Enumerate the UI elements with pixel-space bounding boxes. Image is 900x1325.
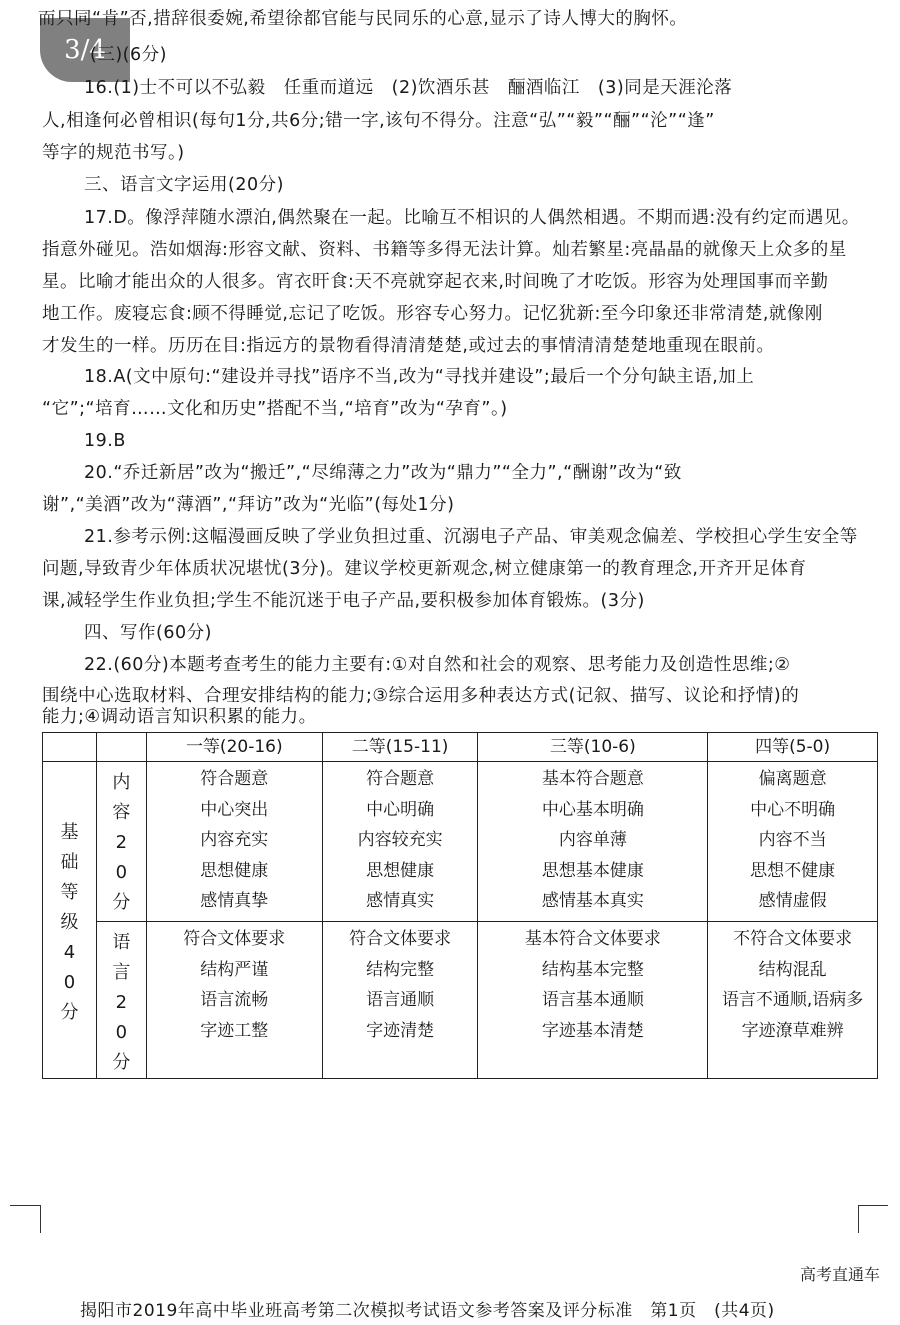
- cell-text: 基本符合题意 中心基本明确 内容单薄 思想基本健康 感情基本真实: [541, 769, 644, 911]
- section-heading: 三、语言文字运用(20分): [84, 175, 284, 195]
- cell-text: 偏离题意 中心不明确 内容不当 思想不健康 感情虚假: [750, 769, 836, 911]
- text-line: 22.(60分)本题考查考生的能力主要有:①对自然和社会的观察、思考能力及创造性思维;②: [84, 655, 791, 675]
- text-line: 21.参考示例:这幅漫画反映了学业负担过重、沉溺电子产品、审美观念偏差、学校担心学生安全等: [84, 527, 858, 547]
- crop-mark: [858, 1205, 888, 1206]
- group-label: 基础等级40分: [60, 822, 79, 1023]
- table-header-cell: [96, 733, 146, 762]
- text-line: 谢”,“美酒”改为“薄酒”,“拜访”改为“光临”(每处1分): [42, 495, 455, 515]
- table-header-cell: 二等(15-11): [322, 733, 478, 762]
- cell-text: 符合题意 中心突出 内容充实 思想健康 感情真挚: [200, 769, 269, 911]
- crop-mark: [40, 1205, 41, 1233]
- text-line: 星。比喻才能出众的人很多。宵衣旰食:天不亮就穿起衣来,时间晚了才吃饭。形容为处理国事而辛勤: [42, 272, 829, 292]
- text-line: 18.A(文中原句:“建设并寻找”语序不当,改为“寻找并建设”;最后一个分句缺主语,加上: [84, 367, 755, 387]
- page-footer: 揭阳市2019年高中毕业班高考第二次模拟考试语文参考答案及评分标准 第1页 (共4页): [80, 1301, 775, 1321]
- cell-text: 不符合文体要求 结构混乱 语言不通顺,语病多 字迹潦草难辨: [721, 929, 864, 1041]
- text-line: 20.“乔迁新居”改为“搬迁”,“尽绵薄之力”改为“鼎力”“全力”,“酬谢”改为“致: [84, 463, 682, 483]
- text-line: 指意外碰见。浩如烟海:形容文献、资料、书籍等多得无法计算。灿若繁星:亮晶晶的就像天上众多的星: [42, 240, 847, 260]
- table-header-row: [43, 733, 878, 762]
- table-cell: [708, 762, 878, 922]
- text-line: 围绕中心选取材料、合理安排结构的能力;③综合运用多种表达方式(记叙、描写、议论和抒情)的: [42, 686, 800, 706]
- text-line: 而只同“肯”否,措辞很委婉,希望徐都官能与民同乐的心意,显示了诗人博大的胸怀。: [38, 9, 688, 29]
- text-line: 17.D。像浮萍随水漂泊,偶然聚在一起。比喻互不相识的人偶然相遇。不期而遇:没有约定而遇见。: [84, 208, 860, 228]
- text-line: 地工作。废寝忘食:顾不得睡觉,忘记了吃饭。形容专心努力。记忆犹新:至今印象还非常清楚,就像刚: [42, 304, 823, 324]
- text-line: 问题,导致青少年体质状况堪忧(3分)。建议学校更新观念,树立健康第一的教育理念,开齐开足体育: [42, 559, 807, 579]
- row-label: 语言20分: [112, 932, 131, 1073]
- cell-text: 符合题意 中心明确 内容较充实 思想健康 感情真实: [357, 769, 443, 911]
- table-row: [43, 922, 878, 1079]
- cell-text: 符合文体要求 结构严谨 语言流畅 字迹工整: [183, 929, 286, 1041]
- text-line: 16.(1)士不可以不弘毅 任重而道远 (2)饮酒乐甚 酾酒临江 (3)同是天涯沦落: [84, 78, 733, 98]
- table-header-cell: 一等(20-16): [146, 733, 322, 762]
- table-cell: [146, 922, 322, 1079]
- text-line: 能力;④调动语言知识积累的能力。: [42, 707, 317, 727]
- table-row: [43, 762, 878, 922]
- text-line: 人,相逢何必曾相识(每句1分,共6分;错一字,该句不得分。注意“弘”“毅”“酾”“沦”“逢”: [42, 111, 715, 131]
- watermark-text: 高考直通车: [799, 1265, 880, 1284]
- section-heading: (三)(6分): [90, 45, 167, 65]
- group-label-cell: [43, 762, 97, 1079]
- cell-text: 基本符合文体要求 结构基本完整 语言基本通顺 字迹基本清楚: [524, 929, 661, 1041]
- row-label-cell: [96, 922, 146, 1079]
- text-line: 课,减轻学生作业负担;学生不能沉迷于电子产品,要积极参加体育锻炼。(3分): [42, 591, 645, 611]
- text-line: “它”;“培育……文化和历史”搭配不当,“培育”改为“孕育”。): [42, 399, 508, 419]
- row-label-cell: [96, 762, 146, 922]
- table-cell: [322, 922, 478, 1079]
- crop-mark: [858, 1205, 859, 1233]
- text-line: 19.B: [84, 431, 126, 451]
- grading-table: [42, 732, 878, 1079]
- table-header-cell: 四等(5-0): [708, 733, 878, 762]
- text-line: 等字的规范书写。): [42, 143, 185, 163]
- page-badge: 3/4: [40, 18, 130, 82]
- cell-text: 符合文体要求 结构完整 语言通顺 字迹清楚: [349, 929, 452, 1041]
- row-label: 内容20分: [112, 772, 131, 913]
- text-line: 才发生的一样。历历在目:指远方的景物看得清清楚楚,或过去的事情清清楚楚地重现在眼前。: [42, 336, 775, 356]
- crop-mark: [10, 1205, 40, 1206]
- table-cell: [146, 762, 322, 922]
- table-cell: [708, 922, 878, 1079]
- table-cell: [478, 762, 708, 922]
- section-heading: 四、写作(60分): [84, 623, 212, 643]
- table-header-cell: [43, 733, 97, 762]
- table-cell: [478, 922, 708, 1079]
- table-header-cell: 三等(10-6): [478, 733, 708, 762]
- table-cell: [322, 762, 478, 922]
